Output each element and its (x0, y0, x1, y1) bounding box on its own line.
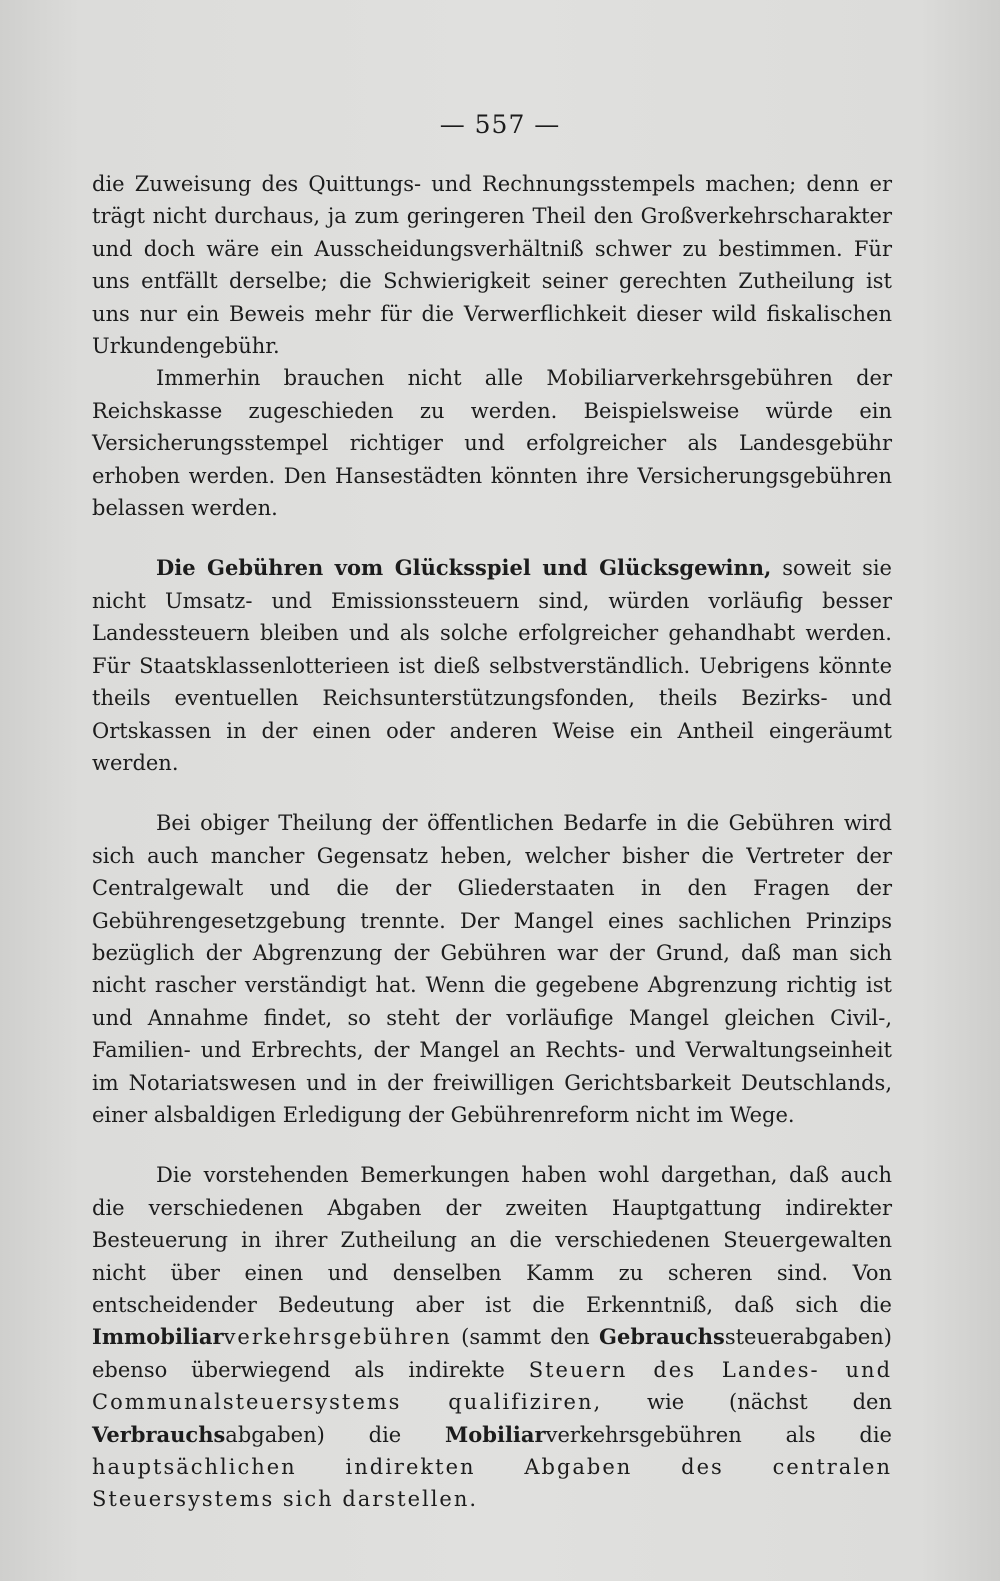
paragraph-3 (92, 552, 892, 779)
emphasis-gebrauchs: Gebrauchs (599, 1324, 725, 1350)
paragraph-5-text-f: steuerabgaben) ebenso überwiegend als indirekte (92, 1325, 892, 1382)
paragraph-5-text-j: abgaben) die (225, 1422, 446, 1447)
paragraph-5 (92, 1159, 892, 1515)
paragraph-3-text: soweit sie nicht Umsatz- und Emissionssteuern sind, würden vorläufig besser Landessteuern bleiben und als solche erfolgreicher gehandhabt werden. Für Staatsklassenlotterieen ist dieß selbstverständlich. Uebrigens könnte theils eventuellen Reichsunterstützungsfonden, theils Bezirks- und Ortskassen in der einen oder anderen Weise ein Antheil eingeräumt werden. (92, 556, 892, 775)
emphasis-verbrauchs: Verbrauchs (92, 1421, 226, 1447)
body-text (92, 168, 892, 1516)
paragraph-2: Immerhin brauchen nicht alle Mobiliarverkehrsgebühren der Reichskasse zugeschieden zu werden. Beispielsweise würde ein Versicherungsstempel richtiger und erfolgreicher als Landesgebühr erhoben werden. Den Hansestädten könnten ihre Versicherungsgebühren belassen werden. (92, 366, 892, 521)
emphasis-immobiliar: Immobiliar (92, 1324, 224, 1350)
paragraph-5-text-a: Die vorstehenden Bemerkungen haben wohl dargethan, daß auch die verschiedenen Abgaben der zweiten Hauptgattung indirekter Besteuerung in ihrer Zutheilung an die verschiedenen Steuergewalten nicht über einen und denselben Kamm zu scheren sind. Von entscheidender Bedeutung aber ist die Erkenntniß, daß sich die (92, 1163, 892, 1317)
paragraph-1: die Zuweisung des Quittungs- und Rechnungsstempels machen; denn er trägt nicht durchaus, ja zum geringeren Theil den Großverkehrscharakter und doch wäre ein Ausscheidungsverhältniß schwer zu bestimmen. Für uns entfällt derselbe; die Schwierigkeit seiner gerechten Zutheilung ist uns nur ein Beweis mehr für die Verwerflichkeit dieser wild fiskalischen Urkundengebühr. (92, 172, 892, 359)
paragraph-5-text-l: verkehrsgebühren als die (545, 1422, 892, 1447)
emphasis-centralsteuer: hauptsächlichen indirekten Abgaben des centralen Steuersystems sich darstellen. (92, 1455, 892, 1512)
paragraph-5-text-h: wie (nächst den (602, 1390, 892, 1415)
paragraph-5-text-d: (sammt den (451, 1325, 600, 1350)
emphasis-verkehrsgebuehren: verkehrsgebühren (223, 1325, 452, 1350)
paragraph-4: Bei obiger Theilung der öffentlichen Bedarfe in die Gebühren wird sich auch mancher Gegensatz heben, welcher bisher die Vertreter der Centralgewalt und die der Gliederstaaten in den Fragen der Gebührengesetzgebung trennte. Der Mangel eines sachlichen Prinzips bezüglich der Abgrenzung der Gebühren war der Grund, daß man sich nicht rascher verständigt hat. Wenn die gegebene Abgrenzung richtig ist und Annahme findet, so steht der vorläufige Mangel gleichen Civil-, Familien- und Erbrechts, der Mangel an Rechts- und Verwaltungseinheit im Notariatswesen und in der freiwilligen Gerichtsbarkeit Deutschlands, einer alsbaldigen Erledigung der Gebührenreform nicht im Wege. (92, 811, 892, 1127)
emphasis-landessteuer: Steuern des Landes- und Communalsteuersystems qualifiziren, (92, 1357, 893, 1415)
page-number: — 557 — (439, 110, 561, 139)
emphasis-mobiliar: Mobiliar (445, 1421, 546, 1447)
section-heading-inline: Die Gebühren vom Glücksspiel und Glücksgewinn, (156, 555, 772, 581)
